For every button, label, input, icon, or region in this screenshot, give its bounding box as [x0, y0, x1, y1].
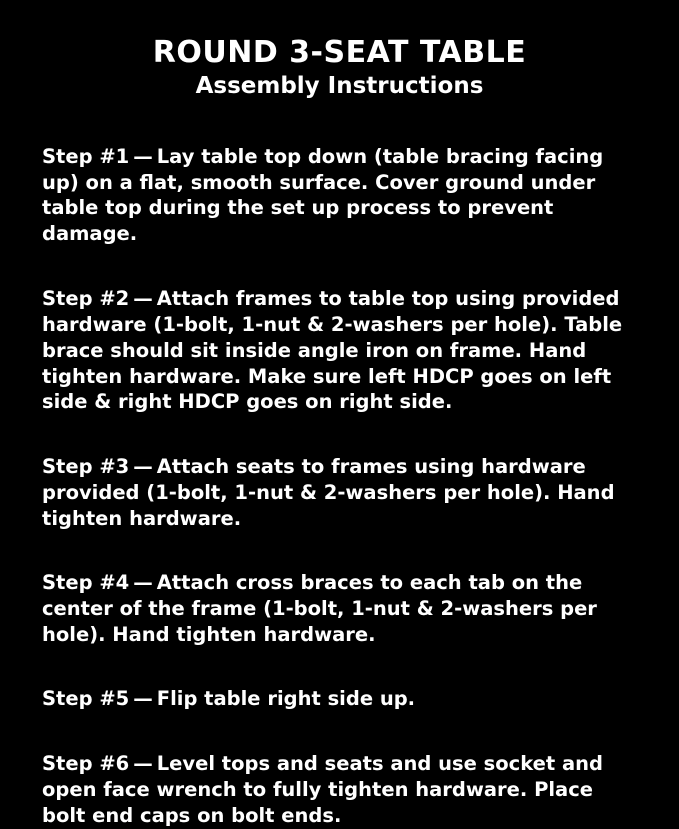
step-text: Attach cross braces to each tab on the center of the frame (1-bolt, 1-nut & 2-washers per hole). Hand tighten hardware. [42, 571, 597, 646]
step-dash: — [133, 454, 153, 478]
step-label: Step #3 [42, 454, 130, 478]
step-text: Attach frames to table top using provided hardware (1-bolt, 1-nut & 2-washers per hole). Table brace should sit inside angle iron on frame. Hand tighten hardware. Make sure left HDCP goes on left side & right HDCP goes on right side. [42, 286, 623, 414]
list-item [42, 686, 637, 712]
step-text: Lay table top down (table bracing facing up) on a flat, smooth surface. Cover ground under table top during the set up process to prevent damage. [42, 144, 604, 246]
step-label: Step #6 [42, 751, 130, 775]
list-item [42, 454, 637, 532]
step-dash: — [133, 571, 153, 595]
step-label: Step #5 [42, 687, 130, 711]
list-item [42, 144, 637, 248]
steps-list [42, 124, 637, 829]
page-title: ROUND 3-SEAT TABLE [152, 35, 527, 70]
list-item [42, 286, 637, 416]
step-dash: — [133, 687, 153, 711]
step-dash: — [133, 286, 153, 310]
step-label: Step #1 [42, 144, 130, 168]
page-subtitle: Assembly Instructions [195, 72, 484, 99]
step-text: Level tops and seats and use socket and open face wrench to fully tighten hardware. Place bolt end caps on bolt ends. [42, 751, 604, 827]
step-label: Step #4 [42, 571, 130, 595]
list-item [42, 751, 637, 829]
step-text: Flip table right side up. [156, 687, 416, 711]
step-label: Step #2 [42, 286, 130, 310]
step-dash: — [133, 144, 153, 168]
step-dash: — [133, 751, 153, 775]
step-text: Attach seats to frames using hardware provided (1-bolt, 1-nut & 2-washers per hole). Hand tighten hardware. [42, 454, 615, 530]
list-item [42, 570, 637, 648]
